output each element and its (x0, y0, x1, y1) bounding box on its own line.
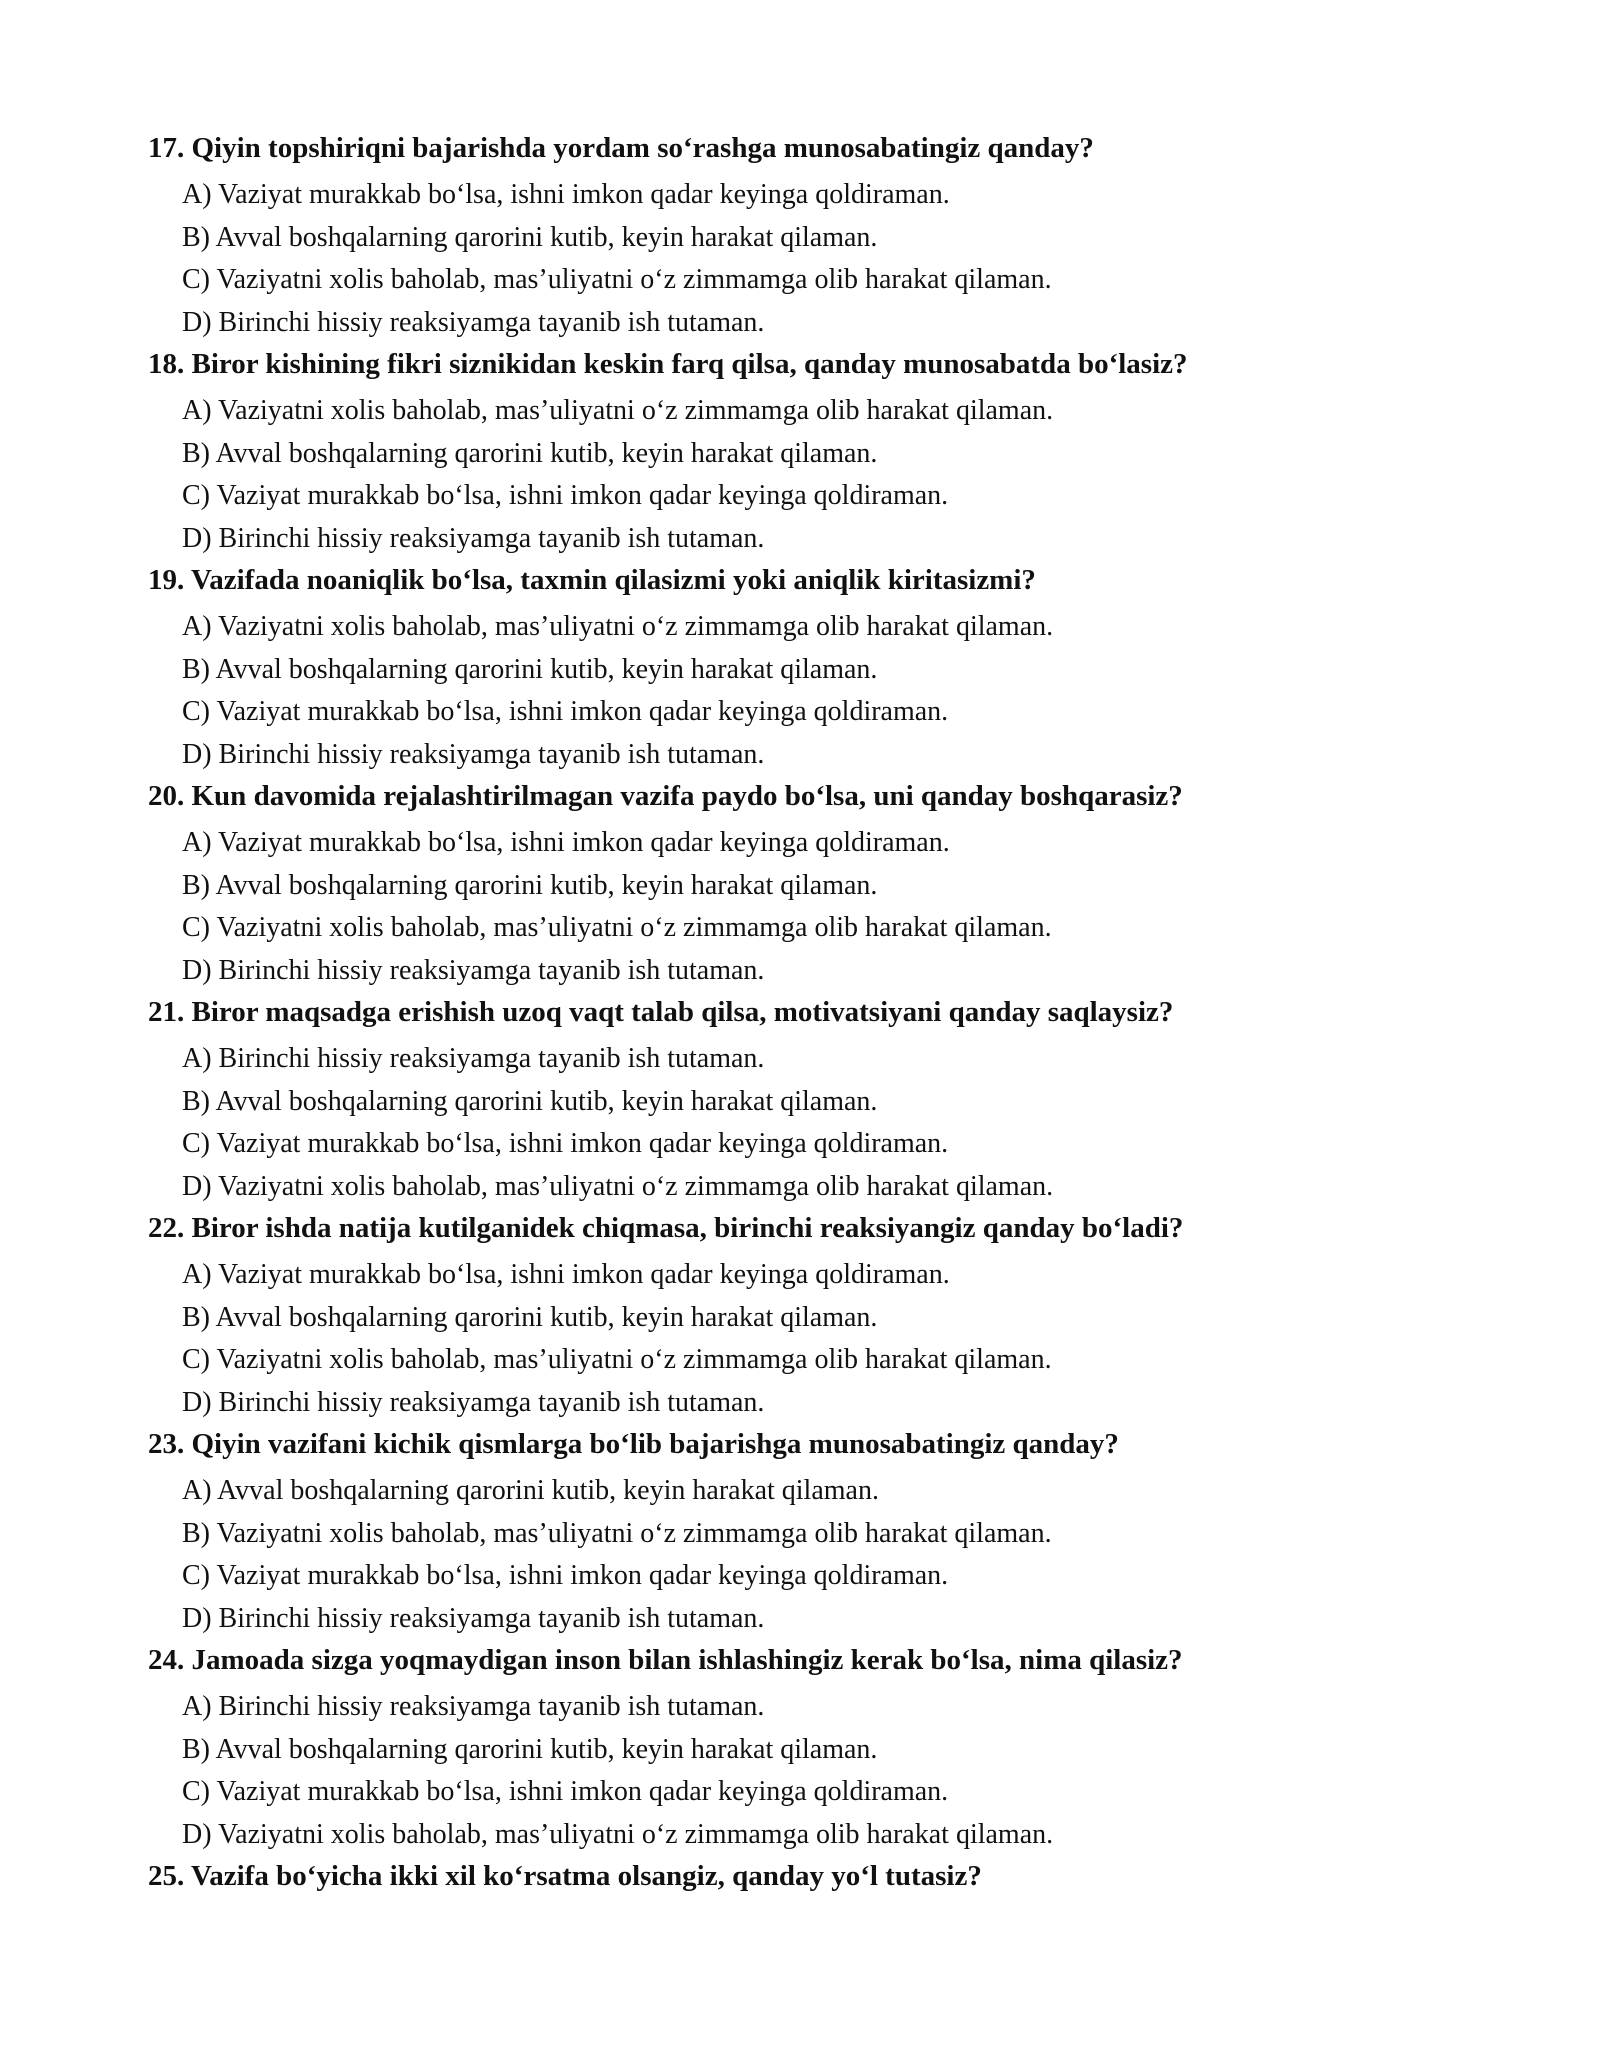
answer-option: B) Avval boshqalarning qarorini kutib, keyin harakat qilaman. (182, 1085, 878, 1117)
question-block (148, 1424, 1468, 1640)
answer-option: A) Vaziyatni xolis baholab, mas’uliyatni o‘z zimmamga olib harakat qilaman. (182, 395, 1054, 426)
question-block (148, 776, 1468, 992)
question-block (148, 992, 1468, 1208)
answer-option: B) Avval boshqalarning qarorini kutib, keyin harakat qilaman. (182, 1301, 878, 1333)
answer-option: D) Birinchi hissiy reaksiyamga tayanib ish tutaman. (182, 522, 765, 554)
question-title: 20. Kun davomida rejalashtirilmagan vazifa paydo bo‘lsa, uni qanday boshqarasiz? (148, 780, 1183, 812)
question-title: 23. Qiyin vazifani kichik qismlarga bo‘lib bajarishga munosabatingiz qanday? (148, 1428, 1119, 1460)
question-title: 21. Biror maqsadga erishish uzoq vaqt talab qilsa, motivatsiyani qanday saqlaysiz? (148, 996, 1174, 1028)
answer-option: B) Vaziyatni xolis baholab, mas’uliyatni o‘z zimmamga olib harakat qilaman. (182, 1517, 1052, 1549)
answer-option: C) Vaziyatni xolis baholab, mas’uliyatni o‘z zimmamga olib harakat qilaman. (182, 1344, 1052, 1375)
answer-option: B) Avval boshqalarning qarorini kutib, keyin harakat qilaman. (182, 869, 878, 901)
answer-option: D) Birinchi hissiy reaksiyamga tayanib ish tutaman. (182, 954, 765, 986)
answer-option: B) Avval boshqalarning qarorini kutib, keyin harakat qilaman. (182, 653, 878, 685)
answer-option: A) Vaziyat murakkab bo‘lsa, ishni imkon qadar keyinga qoldiraman. (182, 827, 950, 858)
answer-option: D) Birinchi hissiy reaksiyamga tayanib ish tutaman. (182, 1602, 765, 1634)
answer-option: A) Vaziyat murakkab bo‘lsa, ishni imkon qadar keyinga qoldiraman. (182, 1259, 950, 1290)
question-block (148, 560, 1468, 776)
answer-option: B) Avval boshqalarning qarorini kutib, keyin harakat qilaman. (182, 1733, 878, 1765)
question-title: 18. Biror kishining fikri siznikidan keskin farq qilsa, qanday munosabatda bo‘lasiz? (148, 348, 1188, 380)
answer-option: C) Vaziyatni xolis baholab, mas’uliyatni o‘z zimmamga olib harakat qilaman. (182, 912, 1052, 943)
question-title: 25. Vazifa bo‘yicha ikki xil ko‘rsatma olsangiz, qanday yo‘l tutasiz? (148, 1860, 982, 1892)
question-title: 24. Jamoada sizga yoqmaydigan inson bilan ishlashingiz kerak bo‘lsa, nima qilasiz? (148, 1644, 1183, 1676)
question-block (148, 1856, 1468, 1896)
answer-option: C) Vaziyat murakkab bo‘lsa, ishni imkon qadar keyinga qoldiraman. (182, 1560, 949, 1591)
answer-option: B) Avval boshqalarning qarorini kutib, keyin harakat qilaman. (182, 221, 878, 253)
question-block (148, 344, 1468, 560)
question-list (148, 128, 1468, 1902)
question-title: 22. Biror ishda natija kutilganidek chiqmasa, birinchi reaksiyangiz qanday bo‘ladi? (148, 1212, 1184, 1244)
answer-option: D) Vaziyatni xolis baholab, mas’uliyatni o‘z zimmamga olib harakat qilaman. (182, 1170, 1054, 1202)
answer-option: D) Vaziyatni xolis baholab, mas’uliyatni o‘z zimmamga olib harakat qilaman. (182, 1818, 1054, 1850)
answer-option: A) Birinchi hissiy reaksiyamga tayanib ish tutaman. (182, 1691, 765, 1722)
answer-option: A) Birinchi hissiy reaksiyamga tayanib ish tutaman. (182, 1043, 765, 1074)
question-block (148, 128, 1468, 344)
answer-option: A) Vaziyat murakkab bo‘lsa, ishni imkon qadar keyinga qoldiraman. (182, 179, 950, 210)
answer-option: A) Avval boshqalarning qarorini kutib, keyin harakat qilaman. (182, 1475, 879, 1506)
answer-option: C) Vaziyat murakkab bo‘lsa, ishni imkon qadar keyinga qoldiraman. (182, 696, 949, 727)
question-title: 19. Vazifada noaniqlik bo‘lsa, taxmin qilasizmi yoki aniqlik kiritasizmi? (148, 564, 1036, 596)
answer-option: C) Vaziyat murakkab bo‘lsa, ishni imkon qadar keyinga qoldiraman. (182, 1128, 949, 1159)
answer-option: D) Birinchi hissiy reaksiyamga tayanib ish tutaman. (182, 1386, 765, 1418)
answer-option: B) Avval boshqalarning qarorini kutib, keyin harakat qilaman. (182, 437, 878, 469)
question-block (148, 1208, 1468, 1424)
answer-option: A) Vaziyatni xolis baholab, mas’uliyatni o‘z zimmamga olib harakat qilaman. (182, 611, 1054, 642)
answer-option: C) Vaziyat murakkab bo‘lsa, ishni imkon qadar keyinga qoldiraman. (182, 1776, 949, 1807)
answer-option: D) Birinchi hissiy reaksiyamga tayanib ish tutaman. (182, 738, 765, 770)
question-title: 17. Qiyin topshiriqni bajarishda yordam so‘rashga munosabatingiz qanday? (148, 132, 1094, 164)
question-block (148, 1640, 1468, 1856)
answer-option: C) Vaziyat murakkab bo‘lsa, ishni imkon qadar keyinga qoldiraman. (182, 480, 949, 511)
answer-option: D) Birinchi hissiy reaksiyamga tayanib ish tutaman. (182, 306, 765, 338)
answer-option: C) Vaziyatni xolis baholab, mas’uliyatni o‘z zimmamga olib harakat qilaman. (182, 264, 1052, 295)
